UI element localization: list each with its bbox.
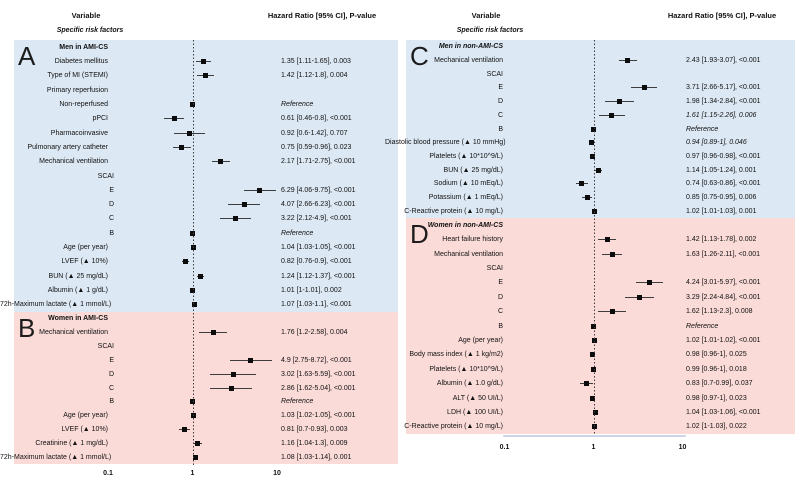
hr-value: 0.83 [0.7-0.99], 0.037 [686,380,753,388]
hr-marker [579,181,584,186]
row-label: Mechanical ventilation [39,158,108,166]
x-axis-tick-label: 0.1 [103,470,113,477]
row-label: B [498,322,503,330]
hr-value: 0.99 [0.96-1], 0.018 [686,365,747,373]
hr-value: 1.24 [1.12-1.37], <0.001 [281,272,356,280]
row-label: E [498,279,503,287]
x-axis-tick-label: 10 [678,444,687,451]
hr-value: 1.07 [1.03-1.1], <0.001 [281,301,352,309]
hr-marker [585,195,590,200]
hr-value: Reference [281,100,314,108]
row-label: E [109,186,114,194]
hr-value: Reference [686,322,719,330]
hr-value: Reference [281,398,314,406]
row-label: Creatinine (▲ 1 mg/dL) [35,439,108,447]
x-axis-tick-label: 1 [190,470,195,477]
reference-line-hr1 [594,40,595,437]
hr-value: 1.98 [1.34-2.84], <0.001 [686,98,761,106]
hr-marker [187,131,192,136]
hr-value: 1.02 [1-1.03], 0.022 [686,423,747,431]
hr-marker [647,280,652,285]
hr-value: 0.75 [0.59-0.96], 0.023 [281,143,352,151]
row-label: Men in non-AMI-CS [438,43,503,51]
hr-marker [242,202,247,207]
hr-marker [193,455,198,460]
row-label: E [109,356,114,364]
hr-value: 4.07 [2.66-6.23], <0.001 [281,201,356,209]
hr-value: 6.29 [4.06-9.75], <0.001 [281,186,356,194]
row-label: Mechanical ventilation [434,57,503,65]
hr-value: 0.82 [0.76-0.9], <0.001 [281,258,352,266]
hr-value: 0.61 [0.46-0.8], <0.001 [281,115,352,123]
hr-marker [596,168,601,173]
hr-marker [584,381,589,386]
row-label: E [498,84,503,92]
hr-marker [617,99,622,104]
hr-marker [218,159,223,164]
x-axis-tick-label: 0.1 [499,444,510,451]
hr-value: 0.98 [0.96-1], 0.025 [686,351,747,359]
hr-value: 2.17 [1.71-2.75], <0.001 [281,158,356,166]
row-label: Platelets (▲ 10*10^9/L) [429,152,503,160]
row-label: C-Reactive protein (▲ 10 mg/L) [404,207,503,215]
row-label: Men in AMI-CS [59,43,108,51]
hr-marker [609,113,614,118]
row-label: Pharmacoinvasive [50,129,108,137]
row-label: Age (per year) [63,412,108,420]
panel-letter-C: C [410,41,429,71]
x-axis-tick-label: 1 [591,444,596,451]
hr-value: 1.03 [1.02-1.05], <0.001 [281,412,356,420]
hr-marker [182,427,187,432]
hr-marker [637,295,642,300]
row-label: SCAI [486,264,503,272]
hr-value: 4.9 [2.75-8.72], <0.001 [281,356,352,364]
left-subtitle: Specific risk factors [56,27,124,34]
hr-marker [172,116,177,121]
row-label: D [108,201,114,209]
row-label: B [109,229,114,237]
hr-marker [183,259,188,264]
row-label: C [497,308,503,316]
row-label: BUN (▲ 25 mg/dL) [443,166,503,174]
hr-marker [625,58,630,63]
hr-value: 2.43 [1.93-3.07], <0.001 [686,57,761,65]
row-label: 72h-Maximum lactate (▲ 1 mmol/L) [0,453,112,461]
row-label: Body mass index (▲ 1 kg/m2) [409,351,503,359]
row-label: ALT (▲ 50 UI/L) [452,394,503,402]
hr-value: 1.02 [1.01-1.03], 0.001 [686,207,757,215]
row-label: Type of MI (STEMI) [47,72,108,80]
row-label: Non-reperfused [59,100,108,108]
row-label: Heart failure history [442,236,503,244]
x-axis-tick-label: 10 [273,470,281,477]
hr-marker [211,330,216,335]
hr-value: Reference [686,125,719,133]
left-value-column-header: Hazard Ratio [95% CI], P-value [267,11,377,20]
hr-marker [179,145,184,150]
row-label: Potassium (▲ 1 mEq/L) [428,193,503,201]
hr-marker [198,274,203,279]
row-label: 72h-Maximum lactate (▲ 1 mmol/L) [0,301,112,309]
hr-value: 1.16 [1.04-1.3], 0.009 [281,439,348,447]
hr-value: 0.97 [0.96-0.98], <0.001 [686,152,761,160]
row-label: C [108,215,114,223]
hr-value: 1.04 [1.03-1.05], <0.001 [281,244,356,252]
row-label: LVEF (▲ 10%) [61,258,108,266]
hr-value: 0.94 [0.89-1], 0.046 [686,139,747,147]
row-label: Sodium (▲ 10 mEq/L) [433,180,503,188]
hr-value: 1.62 [1.13-2.3], 0.008 [686,308,753,316]
hr-marker [231,372,236,377]
hr-marker [229,386,234,391]
hr-value: 1.02 [1.01-1.02], <0.001 [686,336,761,344]
hr-value: 1.42 [1.13-1.78], 0.002 [686,236,757,244]
row-label: C-Reactive protein (▲ 10 mg/L) [404,423,503,431]
hr-marker [233,216,238,221]
row-label: SCAI [486,70,503,78]
right-subtitle: Specific risk factors [456,27,524,34]
hr-value: 3.02 [1.63-5.59], <0.001 [281,370,356,378]
right-value-column-header: Hazard Ratio [95% CI], P-value [667,11,777,20]
hr-value: 1.61 [1.15-2.26], 0.006 [686,111,757,119]
hr-marker [195,441,200,446]
row-label: Platelets (▲ 10*10^9/L) [429,365,503,373]
hr-marker [610,252,615,257]
row-label: Diastolic blood pressure (▲ 10 mmHg) [385,139,506,147]
row-label: Pulmonary artery catheter [27,143,108,151]
hr-value: 4.24 [3.01-5.97], <0.001 [686,279,761,287]
row-label: Women in AMI-CS [48,315,108,323]
row-label: D [108,370,114,378]
hr-marker [248,358,253,363]
panel-letter-D: D [410,219,429,249]
hr-value: 0.81 [0.7-0.93], 0.003 [281,425,348,433]
hr-marker [203,73,208,78]
row-label: LVEF (▲ 10%) [61,425,108,433]
hr-value: 3.71 [2.66-5.17], <0.001 [686,84,761,92]
hr-value: 1.01 [1-1.01], 0.002 [281,287,342,295]
hr-value: 0.98 [0.97-1], 0.023 [686,394,747,402]
row-label: Age (per year) [63,244,108,252]
panel-letter-A: A [18,41,36,71]
row-label: Women in non-AMI-CS [427,221,503,229]
row-label: C [497,111,503,119]
hr-value: 1.14 [1.05-1.24], 0.001 [686,166,757,174]
hr-marker [642,85,647,90]
x-axis-line [503,435,686,437]
row-label: SCAI [97,343,114,351]
row-label: D [497,98,503,106]
hr-marker [605,237,610,242]
row-label: pPCI [92,115,108,123]
hr-value: 1.76 [1.2-2.58], 0.004 [281,329,348,337]
hr-value: 1.08 [1.03-1.14], 0.001 [281,453,352,461]
hr-value: 0.74 [0.63-0.86], <0.001 [686,180,761,188]
hr-value: 0.85 [0.75-0.95], 0.006 [686,193,757,201]
row-label: Mechanical ventilation [434,250,503,258]
hr-value: 3.29 [2.24-4.84], <0.001 [686,293,761,301]
hr-value: 3.22 [2.12-4.9], <0.001 [281,215,352,223]
row-label: Albumin (▲ 1.0 g/dL) [436,380,503,388]
hr-value: 1.42 [1.12-1.8], 0.004 [281,72,348,80]
row-label: Albumin (▲ 1 g/dL) [47,287,108,295]
row-label: SCAI [97,172,114,180]
reference-line-hr1 [193,40,194,467]
hr-marker [610,309,615,314]
left-variable-column-header: Variable [71,11,101,20]
row-label: Mechanical ventilation [39,329,108,337]
hr-value: 0.92 [0.6-1.42], 0.707 [281,129,348,137]
right-variable-column-header: Variable [471,11,501,20]
panel-letter-B: B [18,313,36,343]
hr-value: Reference [281,229,314,237]
hr-value: 1.35 [1.11-1.65], 0.003 [281,57,351,65]
hr-marker [257,188,262,193]
row-label: B [498,125,503,133]
hr-value: 1.63 [1.26-2.11], <0.001 [686,250,761,258]
row-label: Age (per year) [458,336,503,344]
row-label: LDH (▲ 100 UI/L) [447,408,503,416]
hr-value: 1.04 [1.03-1.06], <0.001 [686,408,761,416]
row-label: B [109,398,114,406]
hr-marker [201,59,206,64]
row-label: BUN (▲ 25 mg/dL) [48,272,108,280]
row-label: C [108,384,114,392]
row-label: D [497,293,503,301]
row-label: Primary reperfusion [46,86,108,94]
hr-value: 2.86 [1.62-5.04], <0.001 [281,384,356,392]
row-label: Diabetes mellitus [54,57,108,65]
